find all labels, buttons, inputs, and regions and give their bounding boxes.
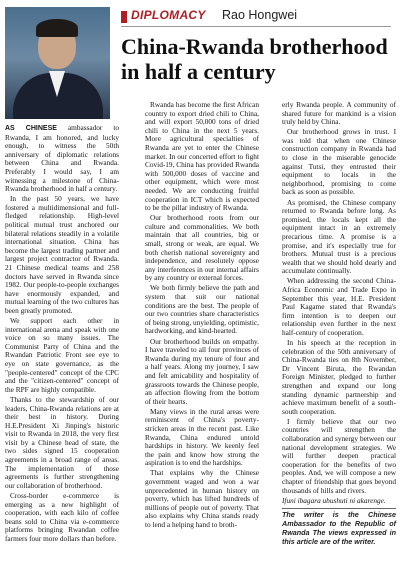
lead-in: AS CHINESE [5,125,57,132]
paragraph-text: In the past 50 years, we have fostered a multidimensional and full-fledged relationship. High-level political mutual trust anchored our bilateral relations steadily in a volatile international situation. China has become the largest trading partner and largest project contractor of Rwanda. 21 Chinese medical teams and 258 doctors have served in Rwanda since 1982. Our people-to-people exchanges have enormously expanded, and mutual learning of the two cultures has been greatly promoted. [5,194,119,315]
section-label: DIPLOMACY [131,8,206,22]
paragraph-text: Thanks to the stewardship of our leaders, China-Rwanda relations are at their best in history. During H.E.President Xi Jinping's historic visit to Rwanda in 2018, the very first visit by a Chinese head of state, the two sides signed 15 cooperation agreements in a broad range of areas. The implementation of those agreements is further strengthening our collaboration of brotherhood. [5,394,119,490]
signoff-proverb: Ifuni ibagara ubushuti ni akarenge. [282,495,386,505]
article-paragraph [145,408,259,468]
article-paragraph [282,128,396,197]
paragraph-text: Rwanda has become the first African country to export dried chili to China, and will export 50,000 tons of dried chili to China in the next 5 years. More agricultural specialties of Rwanda are yet to enter the Chinese market. In our concerted effort to fight Covid-19, China has provided Rwanda with 500,000 doses of vaccine and other equipment, which were most needed. We are conducting fruitful cooperation in ICT which is expected to be the pillar industry of Rwanda. [145,100,259,213]
bio-rule [282,508,396,509]
author-portrait [5,7,110,119]
article-paragraph [5,396,119,491]
article-paragraph [5,492,119,544]
paragraph-text: Our brotherhood roots from our culture and commonalities. We both maintain that all countries, big or small, strong or weak, are equal. We both cherish national sovereignty and independence, and resolutely oppose any interferences in our internal affairs by any country or external forces. [145,213,259,283]
article-paragraph [145,338,259,407]
article-paragraph [282,339,396,416]
paragraph-text: erly Rwanda people. A community of shared future for mankind is a vision truly held by China. [282,100,396,127]
paragraph-text: Our brotherhood grows in trust. I was told that when one Chinese construction company in Rwanda had to close in the miserable genocide against Tutsi, they entrusted their equipment to locals in the neighborhood, promising to come back as soon as possible. [282,127,396,197]
article-paragraph [145,469,259,529]
portrait-hair [36,19,78,37]
paragraph-text: That explains why the Chinese government waged and won a war unprecedented in human history on poverty, which has lifted hundreds of millions of people out of poverty. That also explains why China stands ready to lend a helping hand to broth- [145,468,259,529]
article-paragraph [282,277,396,337]
paragraph-text: In his speech at the reception in celebration of the 50th anniversary of China-Rwanda ties on 8th November, Dr Vincent Biruta, the Rwandan Foreign Minister, pledged to further strengthen and expand our long standing dynamic partnership and achieve maximum benefit of a south-south cooperation. [282,338,396,416]
paragraph-text: Cross-border e-commerce is emerging as a new highlight of cooperation, with each kilo of coffee beans sold to China via e-commerce platforms bringing Rwandan coffee farmers four more dollars than before. [5,490,119,543]
article-column-3 [282,101,396,548]
article-paragraph [145,284,259,336]
paragraph-text: Our brotherhood builds on empathy. I have traveled to all four provinces of Rwanda during my tenure of four and a half years. Along my journey, I saw and felt amicability and hospitality of grassroots towards the Chinese people, an affection flowing from the bottom of their hearts. [145,336,259,406]
section-marker [121,11,127,23]
section-rule [121,26,391,27]
article-paragraph [5,124,119,194]
article-column-2 [145,101,259,531]
article-paragraph [5,317,119,394]
paragraph-text: Many views in the rural areas were reminiscent of China's poverty-stricken areas in the recent past. Like Rwanda, China endured untold hardships in history. We keenly feel the pain and know how strong the aspiration is to end the hardships. [145,406,259,468]
column-3-body [282,101,396,495]
paragraph-text: I firmly believe that our two countries will strengthen the collaboration and synergy between our national development strategies. We will further deepen practical cooperation for the benefits of two peoples. And, we will compose a new chapter of friendship that goes beyond thousands of hills and rivers. [282,416,396,495]
paragraph-text: We support each other in international arena and speak with one voice on so many issues. The Communist Party of China and the Rwandan Patriotic Front see eye to eye on state governance, as the "people-centered" concept of the CPC and the "citizen-centered" concept of the RPF are highly compatible. [5,316,119,394]
paragraph-text: We both firmly believe the path and system that suit our national conditions are the best. The people of our two countries share characteristics of being strong, unyielding, optimistic, hardworking, and kind-hearted. [145,283,259,336]
article-paragraph [282,199,396,276]
article-column-1 [5,124,119,545]
paragraph-text: ambassador to Rwanda, I am honored, and lucky enough, to witness the 50th anniversary of diplomatic relations between China and Rwanda. Preferably I would say, I am witnessing a milestone of China-Rwanda brotherhood in half a century. [5,123,119,194]
article-paragraph [282,418,396,495]
paragraph-text: When addressing the second China-Africa Economic and Trade Expo in September this year, H.E. President Paul Kagame stated that Rwanda's firm intention is to deepen our relationship even further in the next half-century of cooperation. [282,276,396,337]
author-byline: Rao Hongwei [222,8,298,22]
article-headline: China-Rwanda brotherhood in half a century [121,34,388,84]
author-bio: The writer is the Chinese Ambassador to the Republic of Rwanda The views expressed in this article are of the writer. [282,510,396,546]
article-paragraph [5,195,119,315]
article-paragraph [282,101,396,127]
article-paragraph [145,214,259,283]
article-paragraph [145,101,259,213]
paragraph-text: As promised, the Chinese company returned to Rwanda before long. As promised, the locals kept all the equipment intact in an extremely precarious time. A promise is a promise, and it's especially true for brothers. Mutual trust is a precious wealth that we should hold dearly and accumulate continually. [282,197,396,276]
